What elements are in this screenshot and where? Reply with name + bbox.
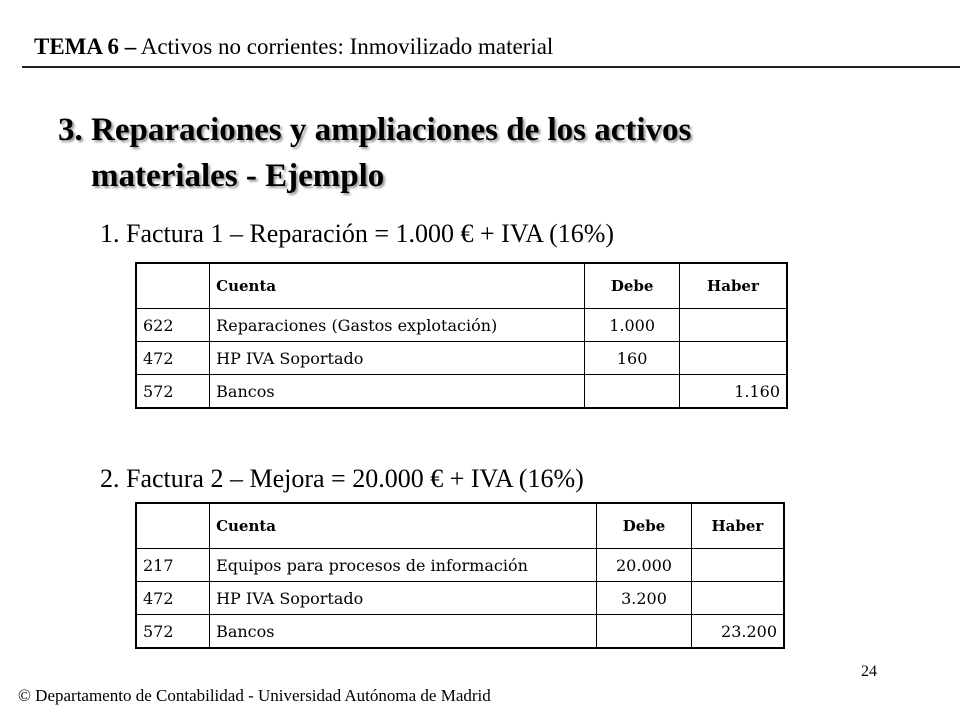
section-title-line2: materiales - Ejemplo (91, 158, 385, 194)
column-header-cuenta: Cuenta (210, 503, 597, 549)
header-topic-title: Activos no corrientes: Inmovilizado material (140, 34, 554, 59)
table-header-row (136, 263, 787, 309)
invoice-1-heading: 1. Factura 1 – Reparación = 1.000 € + IVA (16%) (100, 219, 615, 248)
account-name: Bancos (210, 615, 597, 649)
table-row (136, 342, 787, 375)
credit-amount (691, 582, 784, 615)
journal-entry-table-2 (135, 502, 785, 649)
footer-copyright: © Departamento de Contabilidad - Universidad Autónoma de Madrid (18, 686, 491, 705)
credit-amount (679, 342, 787, 375)
slide-header (34, 34, 553, 60)
column-header-haber: Haber (691, 503, 784, 549)
section-title (58, 107, 691, 199)
account-code: 572 (136, 615, 210, 649)
table-row (136, 309, 787, 342)
account-code: 572 (136, 375, 210, 409)
table-header-row (136, 503, 784, 549)
debit-amount: 20.000 (597, 549, 692, 582)
account-name: HP IVA Soportado (210, 342, 585, 375)
credit-amount: 23.200 (691, 615, 784, 649)
invoice-2-heading: 2. Factura 2 – Mejora = 20.000 € + IVA (16%) (100, 464, 584, 493)
table-row (136, 375, 787, 409)
debit-amount: 160 (585, 342, 680, 375)
account-code: 622 (136, 309, 210, 342)
column-header-debe: Debe (585, 263, 680, 309)
account-code: 472 (136, 582, 210, 615)
debit-amount (597, 615, 692, 649)
account-name: HP IVA Soportado (210, 582, 597, 615)
account-code: 217 (136, 549, 210, 582)
section-title-line1: 3. Reparaciones y ampliaciones de los activos (58, 112, 692, 148)
table-row (136, 582, 784, 615)
account-name: Reparaciones (Gastos explotación) (210, 309, 585, 342)
page-number: 24 (861, 663, 877, 680)
debit-amount (585, 375, 680, 409)
table-row (136, 549, 784, 582)
account-name: Bancos (210, 375, 585, 409)
header-topic-number: TEMA 6 – (34, 34, 137, 59)
table-row (136, 615, 784, 649)
header-divider (22, 66, 960, 68)
credit-amount: 1.160 (679, 375, 787, 409)
column-header-debe: Debe (597, 503, 692, 549)
column-header-code (136, 263, 210, 309)
journal-entry-table-1 (135, 262, 788, 409)
account-name: Equipos para procesos de información (210, 549, 597, 582)
debit-amount: 3.200 (597, 582, 692, 615)
column-header-cuenta: Cuenta (210, 263, 585, 309)
account-code: 472 (136, 342, 210, 375)
column-header-haber: Haber (679, 263, 787, 309)
debit-amount: 1.000 (585, 309, 680, 342)
column-header-code (136, 503, 210, 549)
credit-amount (691, 549, 784, 582)
credit-amount (679, 309, 787, 342)
